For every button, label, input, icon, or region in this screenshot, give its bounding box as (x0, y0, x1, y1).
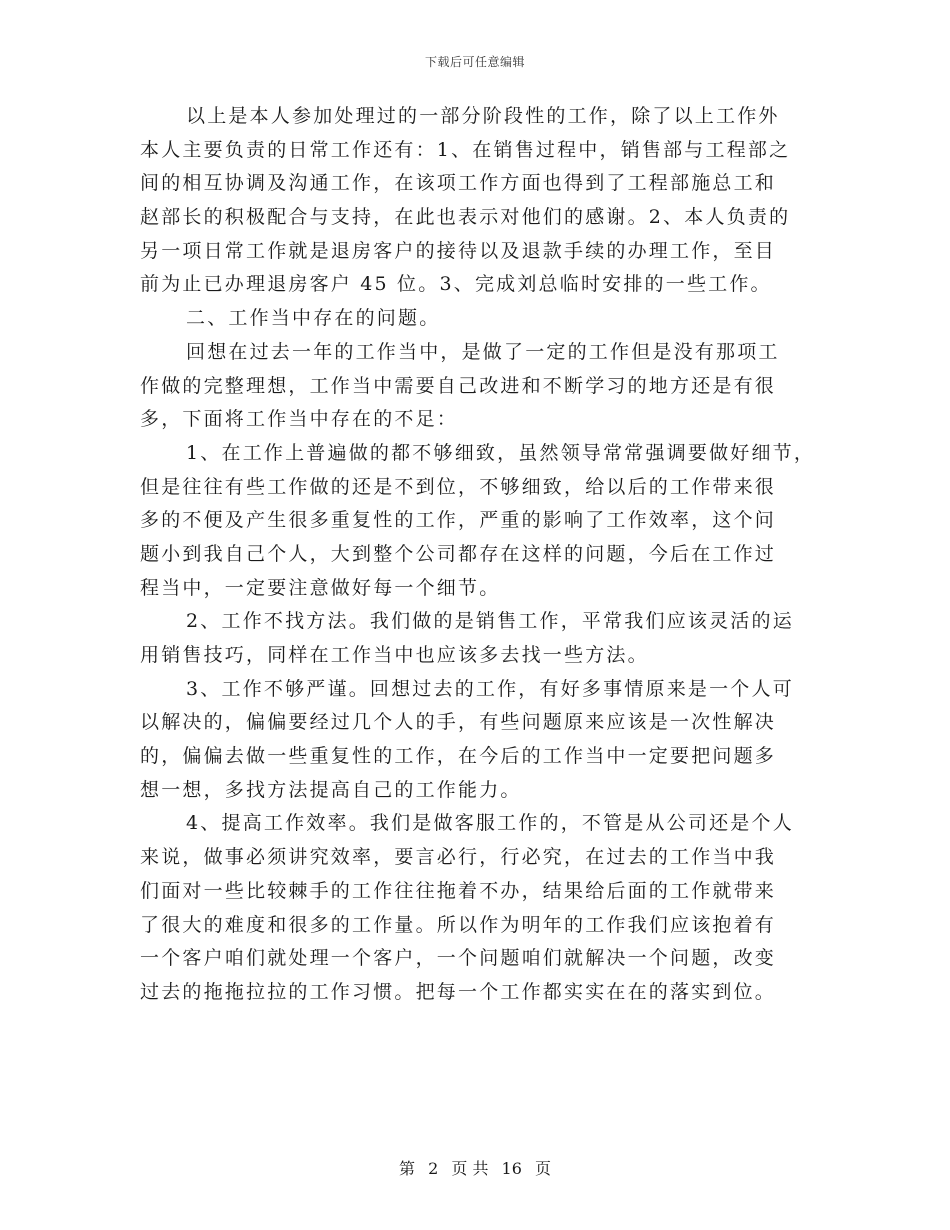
text-line: 另一项日常工作就是退房客户的接待以及退款手续的办理工作，至目 (140, 239, 777, 262)
text-line: 4、提高工作效率。我们是做客服工作的，不管是从公司还是个人 (186, 812, 794, 835)
text-line: 程当中，一定要注意做好每一个细节。 (140, 576, 501, 599)
page-footer (0, 1156, 950, 1179)
text-line: 了很大的难度和很多的工作量。所以作为明年的工作我们应该抱着有 (140, 913, 777, 936)
footer-prefix: 第 (398, 1159, 415, 1178)
text-line: 以上是本人参加处理过的一部分阶段性的工作，除了以上工作外 (186, 105, 780, 127)
document-body (140, 100, 820, 1010)
footer-middle: 页 共 (451, 1159, 489, 1178)
text-line: 二、工作当中存在的问题。 (186, 307, 441, 330)
page-header: 下载后可任意编辑 (424, 55, 525, 69)
text-line: 作做的完整理想，工作当中需要自己改进和不断学习的地方还是有很 (140, 374, 777, 397)
text-line: 来说，做事必须讲究效率，要言必行，行必究，在过去的工作当中我 (140, 846, 777, 869)
footer-total-pages: 16 (501, 1159, 522, 1178)
text-line: 多，下面将工作当中存在的不足： (140, 408, 459, 431)
text-line: 用销售技巧，同样在工作当中也应该多去找一些方法。 (140, 644, 649, 666)
text-line: 以解决的，偏偏要经过几个人的手，有些问题原来应该是一次性解决 (140, 711, 777, 734)
footer-page-number: 2 (428, 1159, 439, 1178)
text-line: 前为止已办理退房客户 45 位。3、完成刘总临时安排的一些工作。 (140, 273, 772, 296)
text-line: 想一想，多找方法提高自己的工作能力。 (140, 778, 522, 801)
text-line: 们面对一些比较棘手的工作往往拖着不办，结果给后面的工作就带来 (140, 879, 777, 902)
text-line: 但是往往有些工作做的还是不到位，不够细致，给以后的工作带来很 (140, 475, 777, 498)
text-line: 3、工作不够严谨。回想过去的工作，有好多事情原来是一个人可 (186, 677, 794, 700)
text-line: 一个客户咱们就处理一个客户，一个问题咱们就解决一个问题，改变 (140, 947, 777, 970)
text-line: 间的相互协调及沟通工作，在该项工作方面也得到了工程部施总工和 (140, 172, 777, 195)
text-line: 多的不便及产生很多重复性的工作，严重的影响了工作效率，这个问 (140, 509, 777, 532)
text-line: 赵部长的积极配合与支持，在此也表示对他们的感谢。2、本人负责的 (140, 206, 791, 229)
text-line: 回想在过去一年的工作当中，是做了一定的工作但是没有那项工 (186, 340, 780, 363)
footer-suffix: 页 (535, 1159, 552, 1178)
text-line: 本人主要负责的日常工作还有：1、在销售过程中，销售部与工程部之 (140, 138, 791, 161)
text-line: 过去的拖拖拉拉的工作习惯。把每一个工作都实实在在的落实到位。 (140, 980, 777, 1003)
text-line: 1、在工作上普遍做的都不够细致，虽然领导常常强调要做好细节， (186, 441, 816, 464)
text-line: 题小到我自己个人，大到整个公司都存在这样的问题，今后在工作过 (140, 542, 777, 565)
text-line: 的，偏偏去做一些重复性的工作，在今后的工作当中一定要把问题多 (140, 745, 777, 768)
text-line: 2、工作不找方法。我们做的是销售工作，平常我们应该灵活的运 (186, 610, 794, 633)
